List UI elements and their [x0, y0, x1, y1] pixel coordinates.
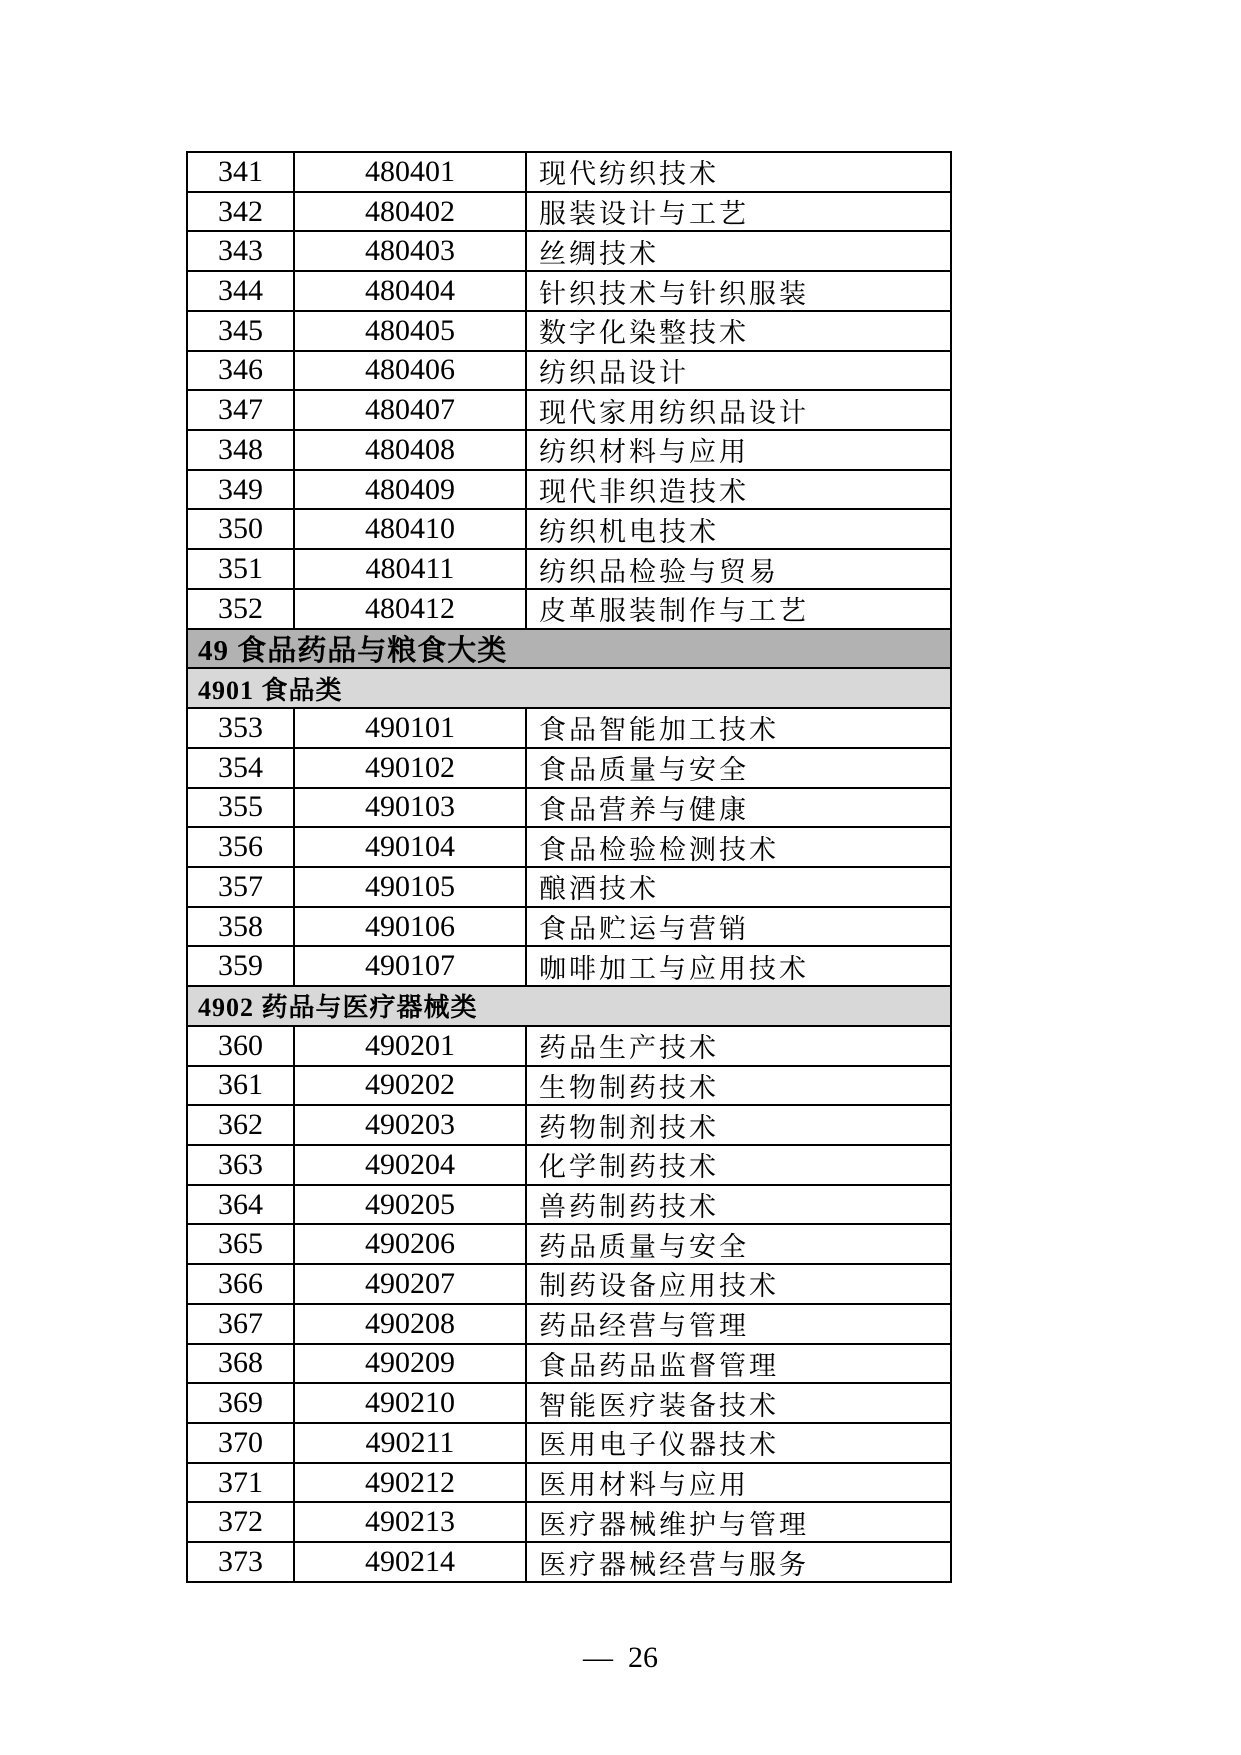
major-code: 480412	[295, 590, 527, 628]
major-code: 490210	[295, 1384, 527, 1422]
major-name: 丝绸技术	[539, 238, 659, 269]
major-name: 药品生产技术	[539, 1033, 719, 1064]
major-code: 490212	[295, 1464, 527, 1502]
major-name: 食品贮运与营销	[539, 914, 749, 945]
major-name: 皮革服装制作与工艺	[539, 596, 809, 627]
major-name: 现代非织造技术	[539, 477, 749, 508]
major-name: 食品质量与安全	[539, 755, 749, 786]
table-row	[188, 1225, 950, 1265]
table-row	[188, 1106, 950, 1146]
major-code: 480409	[295, 471, 527, 509]
row-sequence-number: 372	[188, 1503, 295, 1541]
table-row	[188, 1543, 950, 1583]
row-sequence-number: 373	[188, 1543, 295, 1581]
table-row	[188, 590, 950, 630]
major-name: 现代纺织技术	[539, 159, 719, 190]
row-sequence-number: 360	[188, 1027, 295, 1065]
table-row	[188, 471, 950, 511]
row-sequence-number: 357	[188, 868, 295, 906]
major-name: 纺织品设计	[539, 357, 689, 388]
table-row	[188, 868, 950, 908]
major-code: 490102	[295, 749, 527, 787]
row-sequence-number: 365	[188, 1225, 295, 1263]
major-code: 490213	[295, 1503, 527, 1541]
majors-table	[186, 151, 952, 1583]
major-code: 490206	[295, 1225, 527, 1263]
row-sequence-number: 367	[188, 1305, 295, 1343]
major-name: 生物制药技术	[539, 1072, 719, 1103]
table-row	[188, 1345, 950, 1385]
table-row	[188, 1146, 950, 1186]
row-sequence-number: 371	[188, 1464, 295, 1502]
major-code: 480406	[295, 352, 527, 390]
table-row	[188, 709, 950, 749]
major-name: 食品检验检测技术	[539, 834, 779, 865]
major-name: 现代家用纺织品设计	[539, 397, 809, 428]
table-row	[188, 193, 950, 233]
major-name: 数字化染整技术	[539, 318, 749, 349]
page-number: — 26	[583, 1641, 658, 1674]
row-sequence-number: 346	[188, 352, 295, 390]
major-code: 490104	[295, 828, 527, 866]
row-sequence-number: 352	[188, 590, 295, 628]
table-row	[188, 828, 950, 868]
table-row	[188, 1305, 950, 1345]
row-sequence-number: 358	[188, 908, 295, 946]
major-name: 咖啡加工与应用技术	[539, 953, 809, 984]
row-sequence-number: 351	[188, 550, 295, 588]
major-code: 490103	[295, 789, 527, 827]
table-row	[188, 1027, 950, 1067]
table-row	[188, 789, 950, 829]
major-name: 纺织机电技术	[539, 516, 719, 547]
table-row	[188, 550, 950, 590]
section-header-label: 4901 食品类	[198, 675, 343, 705]
major-code: 480405	[295, 312, 527, 350]
major-name: 智能医疗装备技术	[539, 1390, 779, 1421]
row-sequence-number: 368	[188, 1345, 295, 1383]
row-sequence-number: 353	[188, 709, 295, 747]
table-row	[188, 1464, 950, 1504]
major-name: 医用材料与应用	[539, 1470, 749, 1501]
row-sequence-number: 366	[188, 1265, 295, 1303]
major-code: 480407	[295, 391, 527, 429]
table-row	[188, 1265, 950, 1305]
major-code: 490208	[295, 1305, 527, 1343]
major-code: 490204	[295, 1146, 527, 1184]
major-name: 制药设备应用技术	[539, 1271, 779, 1302]
row-sequence-number: 342	[188, 193, 295, 231]
table-row	[188, 749, 950, 789]
major-name: 医疗器械经营与服务	[539, 1549, 809, 1580]
row-sequence-number: 363	[188, 1146, 295, 1184]
major-name: 食品营养与健康	[539, 794, 749, 825]
table-row	[188, 312, 950, 352]
section-header-row	[188, 630, 950, 670]
table-row	[188, 908, 950, 948]
major-name: 酿酒技术	[539, 874, 659, 905]
table-row	[188, 272, 950, 312]
section-header-row	[188, 987, 950, 1027]
table-row	[188, 431, 950, 471]
row-sequence-number: 370	[188, 1424, 295, 1462]
major-name: 化学制药技术	[539, 1152, 719, 1183]
major-name: 食品智能加工技术	[539, 715, 779, 746]
section-header-row	[188, 669, 950, 709]
row-sequence-number: 350	[188, 510, 295, 548]
table-row	[188, 510, 950, 550]
major-code: 490107	[295, 947, 527, 985]
major-code: 480401	[295, 153, 527, 191]
row-sequence-number: 345	[188, 312, 295, 350]
section-header-label: 49 食品药品与粮食大类	[198, 634, 508, 667]
table-row	[188, 1424, 950, 1464]
section-header-label: 4902 药品与医疗器械类	[198, 993, 478, 1023]
row-sequence-number: 341	[188, 153, 295, 191]
major-code: 490207	[295, 1265, 527, 1303]
row-sequence-number: 355	[188, 789, 295, 827]
row-sequence-number: 343	[188, 232, 295, 270]
major-name: 针织技术与针织服装	[539, 278, 809, 309]
major-code: 480404	[295, 272, 527, 310]
major-code: 490209	[295, 1345, 527, 1383]
major-name: 医疗器械维护与管理	[539, 1509, 809, 1540]
major-code: 480411	[295, 550, 527, 588]
major-name: 纺织材料与应用	[539, 437, 749, 468]
major-name: 医用电子仪器技术	[539, 1430, 779, 1461]
major-name: 药品经营与管理	[539, 1311, 749, 1342]
row-sequence-number: 349	[188, 471, 295, 509]
table-row	[188, 947, 950, 987]
major-code: 480403	[295, 232, 527, 270]
major-name: 服装设计与工艺	[539, 199, 749, 230]
row-sequence-number: 364	[188, 1186, 295, 1224]
major-code: 490105	[295, 868, 527, 906]
row-sequence-number: 347	[188, 391, 295, 429]
major-name: 食品药品监督管理	[539, 1350, 779, 1381]
major-code: 490211	[295, 1424, 527, 1462]
major-name: 药物制剂技术	[539, 1112, 719, 1143]
major-code: 490101	[295, 709, 527, 747]
row-sequence-number: 362	[188, 1106, 295, 1144]
major-code: 490214	[295, 1543, 527, 1581]
major-code: 480408	[295, 431, 527, 469]
table-row	[188, 352, 950, 392]
table-row	[188, 232, 950, 272]
row-sequence-number: 344	[188, 272, 295, 310]
table-row	[188, 1067, 950, 1107]
table-row	[188, 1384, 950, 1424]
major-code: 490203	[295, 1106, 527, 1144]
row-sequence-number: 359	[188, 947, 295, 985]
major-code: 490201	[295, 1027, 527, 1065]
major-name: 纺织品检验与贸易	[539, 556, 779, 587]
row-sequence-number: 369	[188, 1384, 295, 1422]
table-row	[188, 1503, 950, 1543]
row-sequence-number: 361	[188, 1067, 295, 1105]
row-sequence-number: 354	[188, 749, 295, 787]
table-row	[188, 153, 950, 193]
major-code: 490205	[295, 1186, 527, 1224]
major-name: 兽药制药技术	[539, 1192, 719, 1223]
major-name: 药品质量与安全	[539, 1231, 749, 1262]
table-row	[188, 391, 950, 431]
row-sequence-number: 348	[188, 431, 295, 469]
major-code: 490106	[295, 908, 527, 946]
row-sequence-number: 356	[188, 828, 295, 866]
table-row	[188, 1186, 950, 1226]
major-code: 490202	[295, 1067, 527, 1105]
major-code: 480410	[295, 510, 527, 548]
major-code: 480402	[295, 193, 527, 231]
